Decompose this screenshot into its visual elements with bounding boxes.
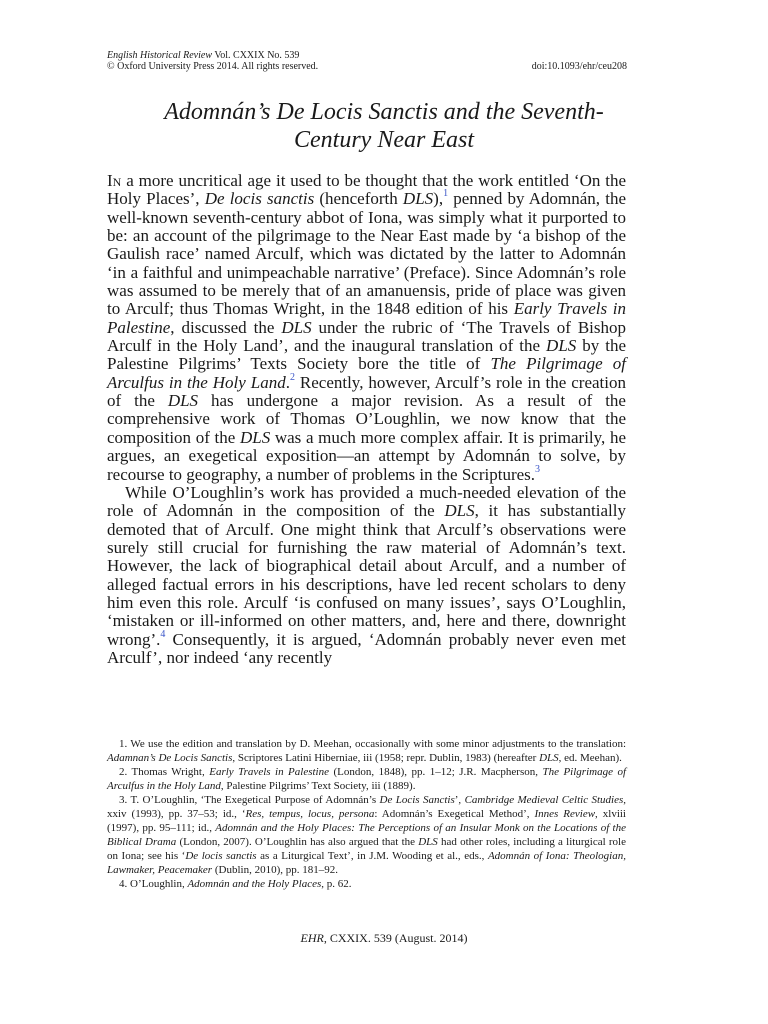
italic-run: De Locis Sanctis [379,794,455,806]
italic-run: DLS [281,317,312,337]
text-run: by the Palestine Pilgrims’ Texts Society bore the title of [107,336,626,374]
article-title [100,98,668,154]
italic-run: DLS [239,427,271,447]
footnote-4 [107,877,626,891]
text-run: : Adomnán’s Exegetical Method’, [374,808,535,820]
text-run: , ed. Meehan). [558,752,622,764]
italic-run: De locis sanctis [204,189,315,209]
italic-run: The Pilgrimage of Arculfus in the Holy Land [107,766,627,792]
title-line-1: Adomnán’s De Locis Sanctis and the Seventh- [164,99,604,125]
text-run: a more uncritical age it used to be thought that the work entitled ‘On the Holy Places’, [107,171,626,209]
text-run: ), [433,189,444,209]
footnote-ref[interactable]: 2 [289,371,295,383]
text-run: . [285,372,290,392]
text-run: (London, 2007). O’Loughlin has also argued that the [176,836,419,848]
paragraph-1 [107,172,626,484]
small-caps-run: In [107,171,122,190]
text-run: was a much more complex affair. It is primarily, he argues, an exegetical exposition—an attempt by Adomnán to solve, by recourse to geography, a number of problems in the Scriptures. [107,427,626,484]
italic-run: Adomnán and the Holy Places [187,878,322,890]
text-run: has undergone a major revision. As a result of the comprehensive work of Thomas O’Loughlin, we now know that the composition of the [107,391,626,447]
text-run: , discussed the [170,317,282,337]
text-run: (London, 1848), pp. 1–12; J.R. Macpherson, [329,766,543,778]
article-body [107,172,626,667]
italic-run: Res, tempus, locus, persona [245,808,375,820]
text-run: 1. We use the edition and translation by D. Meehan, occasionally with some minor adjustments to the translation: [119,738,626,750]
paragraph-2 [107,484,626,667]
text-run: , xlviii (1997), pp. 95–111; id., [107,808,626,834]
text-run: 3. T. O’Loughlin, ‘The Exegetical Purpose of Adomnán’s [119,794,380,806]
title-line-2: Century Near East [294,127,474,153]
italic-run: Adomnán of Iona: Theologian, Lawmaker, Peacemaker [107,850,626,876]
italic-run: DLS [546,336,577,356]
italic-run: DLS [167,391,199,411]
journal-volume: Vol. CXXIX No. 539 [214,50,300,61]
text-run: (Dublin, 2010), pp. 181–92. [212,864,338,876]
text-run: While O’Loughlin’s work has provided a much-needed elevation of the role of Adomnán in the composition of the [107,482,626,521]
text-run: 2. Thomas Wright, [119,766,210,778]
footnote-2 [107,765,626,793]
text-run: (henceforth [314,189,403,209]
footer-citation: , CXXIX. 539 (August. 2014) [323,931,468,945]
italic-run: DLS [539,752,559,764]
footnote-ref[interactable]: 4 [160,628,166,640]
italic-run: De locis sanctis [185,850,257,862]
journal-name: English Historical Review [107,50,212,61]
italic-run: Early Travels in Palestine [209,766,329,778]
journal-header [107,50,627,72]
italic-run: Innes Review [534,808,596,820]
copyright-notice: © Oxford University Press 2014. All rights reserved. [107,61,319,72]
text-run: , p. 62. [321,878,352,890]
italic-run: DLS [418,836,438,848]
text-run: as a Liturgical Text’, in J.M. Wooding et al., eds., [256,850,488,862]
text-run: , Palestine Pilgrims’ Text Society, iii (1889). [220,780,416,792]
text-run: penned by Adomnán, the well-known seventh-century abbot of Iona, was simply what it purported to be: an account of the pilgrimage to the Near East made by ‘a bishop of the Gaulish race’ named Arculf, which was dictated by the latter to Adomnán ‘in a faithful and unimpeachable narrative’ (Preface). Since Adomnán’s role was assumed to be merely that of an amanuensis, pride of place was given to Arculf; thus Thomas Wright, in the 1848 edition of his [107,189,627,319]
footnote-3 [107,793,626,877]
italic-run: Cambridge Medieval Celtic Studies [464,794,624,806]
italic-run: Adamnan’s De Locis Sanctis [107,752,233,764]
copyright-line [107,61,627,72]
text-run: under the rubric of ‘The Travels of Bishop Arculf in the Holy Land’, and the inaugural translation of the [107,317,626,356]
italic-run: Adomnán and the Holy Places: The Perceptions of an Insular Monk on the Locations of the Biblical Drama [107,822,626,848]
page-footer [0,931,768,946]
italic-run: The Pilgrimage of Arculfus in the Holy Land [107,354,626,392]
footer-journal: EHR [300,931,324,945]
footnote-ref[interactable]: 3 [535,463,541,475]
text-run: Consequently, it is argued, ‘Adomnán probably never even met Arculf’, nor indeed ‘any recently [107,629,626,667]
text-run: , xxiv (1993), pp. 37–53; id., ‘ [107,794,626,820]
italic-run: Early Travels in Palestine [107,299,626,337]
footnote-ref[interactable]: 1 [443,188,449,200]
italic-run: DLS [444,501,475,521]
text-run: ’, [454,794,465,806]
text-run: , it has substantially demoted that of Arculf. One might think that Arculf’s observations were surely still crucial for furnishing the raw material of Adomnán’s text. However, the lack of biographical detail about Arculf, and a number of alleged factual errors in his descriptions, have led recent scholars to deny him even this role. Arculf ‘is confused on many issues’, says O’Loughlin, ‘mistaken or ill-informed on other matters, and, here and there, downright wrong’. [107,501,626,649]
journal-info-line [107,50,627,61]
text-run: had other roles, including a liturgical role on Iona; see his ‘ [107,836,626,862]
text-run: , Scriptores Latini Hiberniae, iii (1958; repr. Dublin, 1983) (hereafter [232,752,540,764]
italic-run: DLS [402,189,434,209]
doi[interactable]: doi:10.1093/ehr/ceu208 [531,61,627,72]
footnotes [107,737,626,891]
text-run: 4. O’Loughlin, [119,878,188,890]
footnote-1 [107,737,626,765]
text-run: Recently, however, Arculf’s role in the creation of the [107,372,627,411]
